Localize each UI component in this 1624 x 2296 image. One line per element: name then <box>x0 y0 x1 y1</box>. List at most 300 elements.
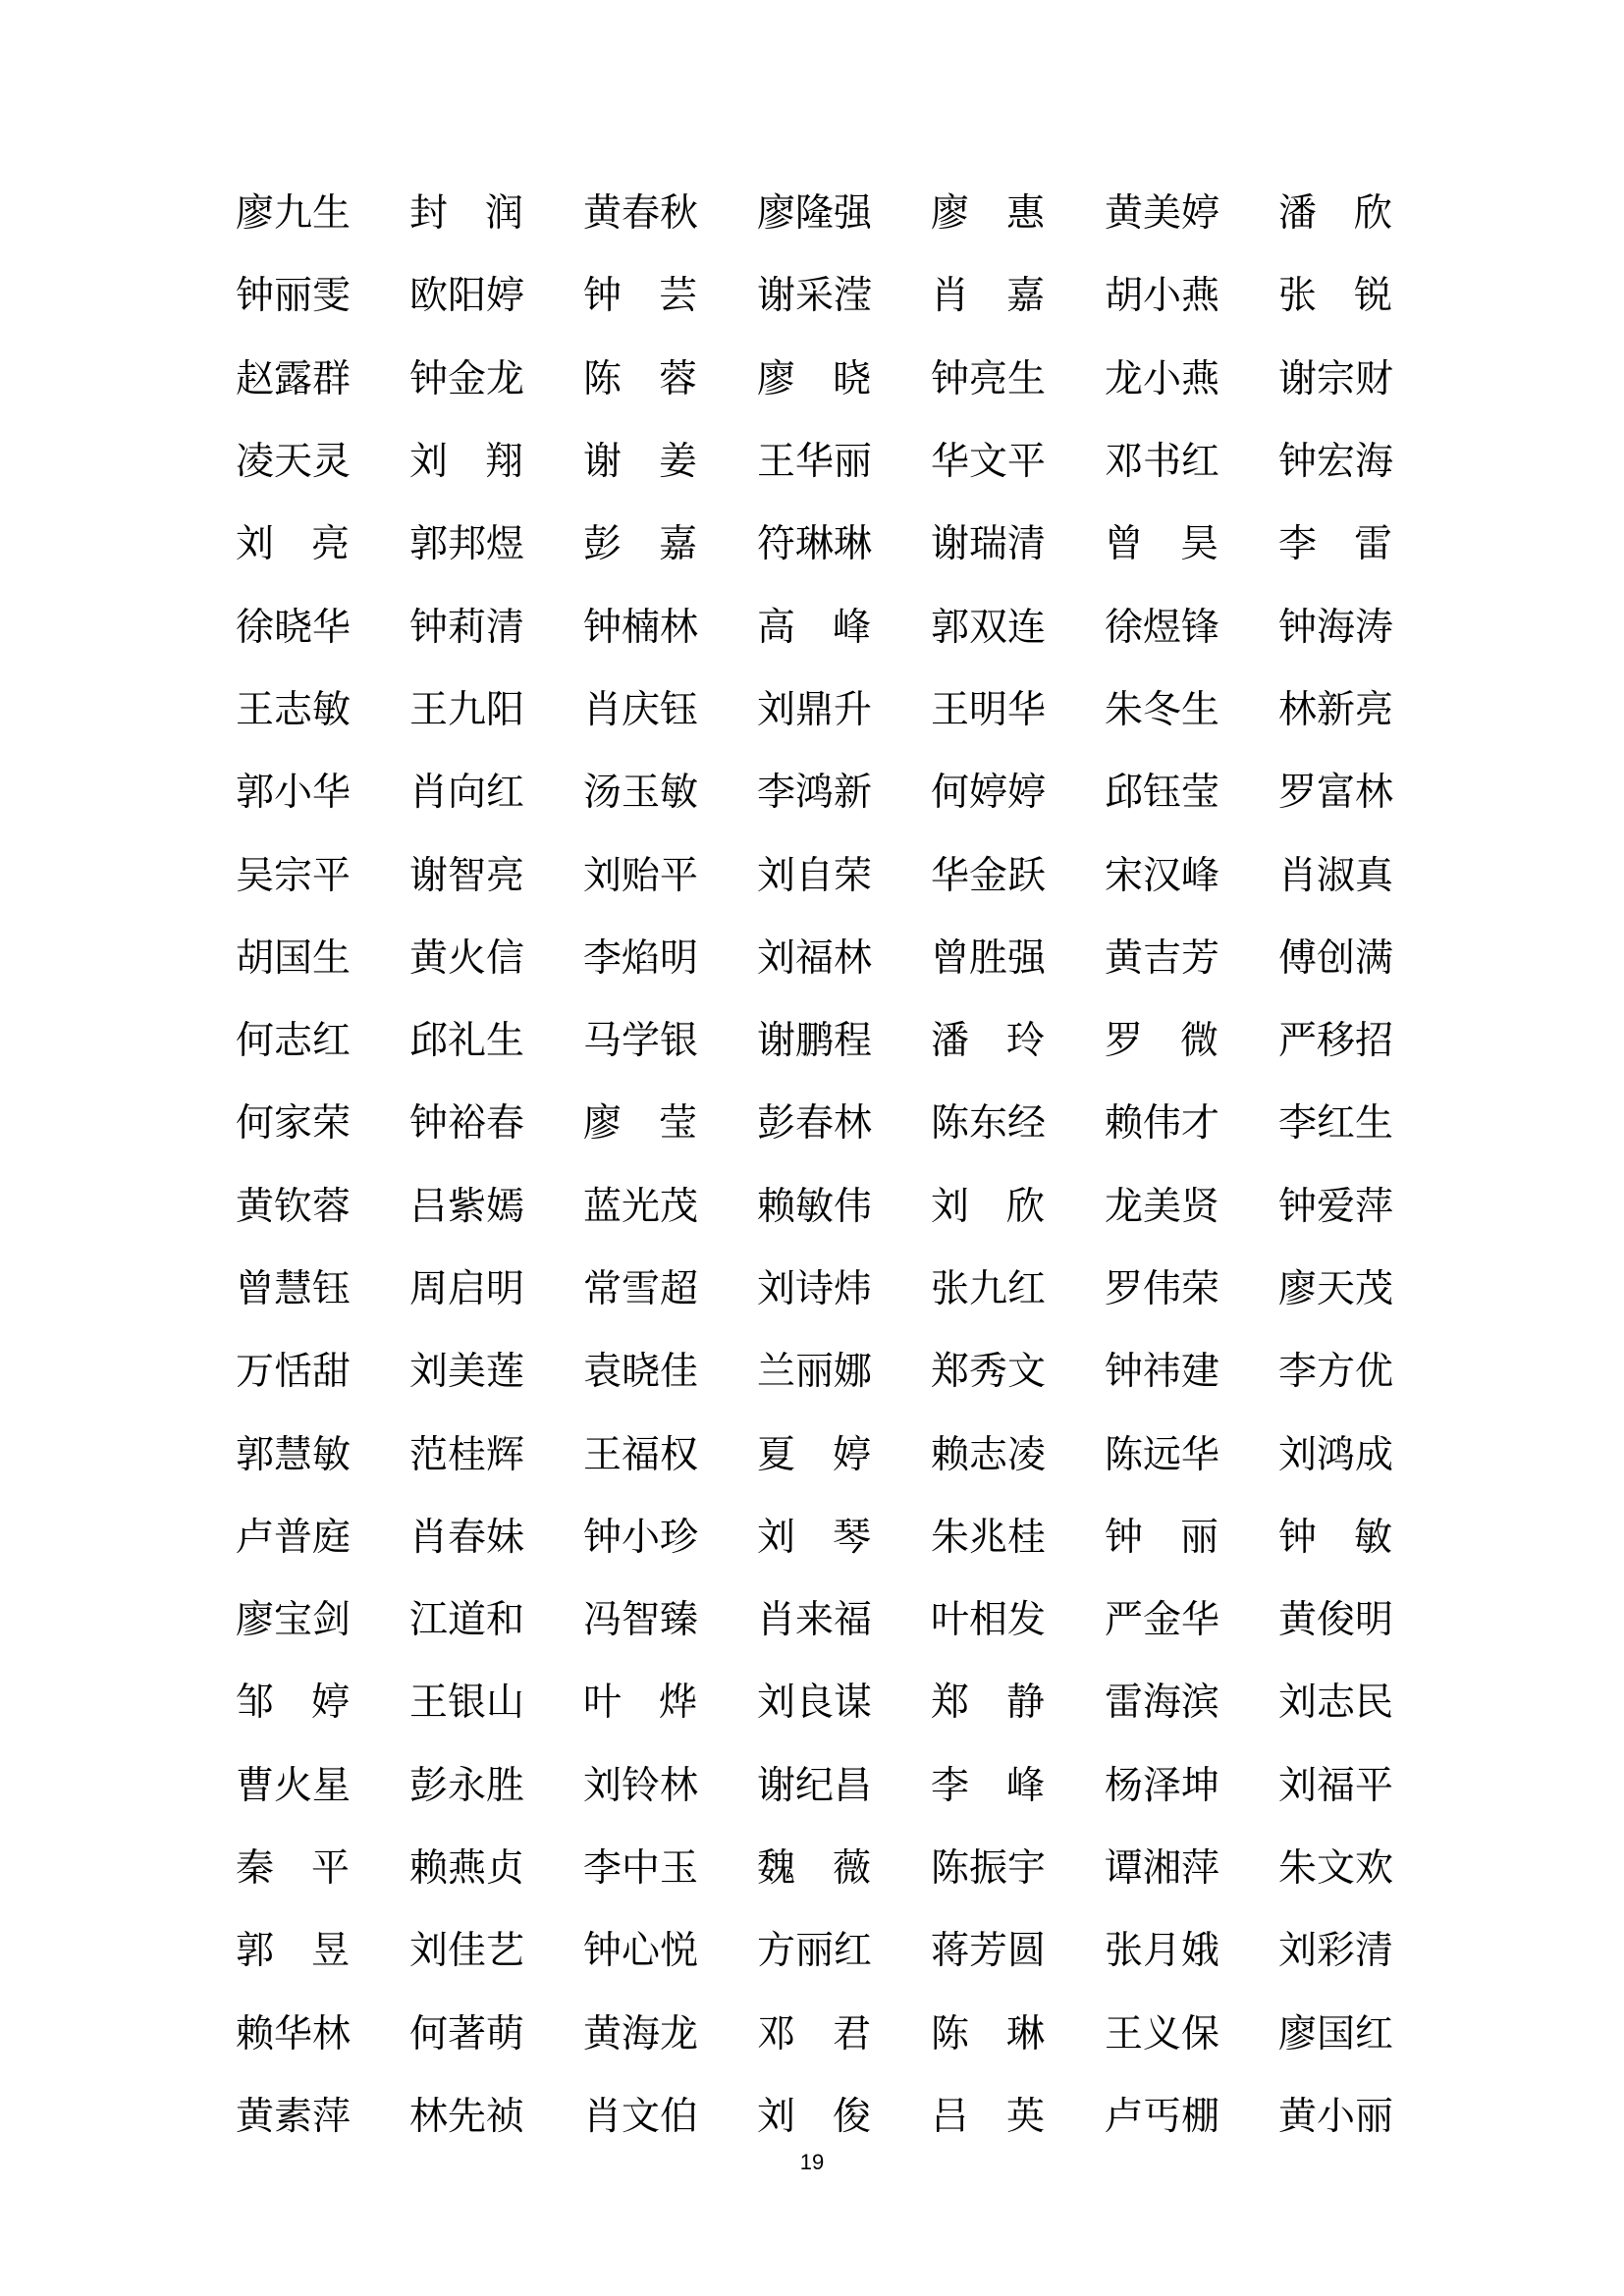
name-cell <box>757 599 931 658</box>
person-name: 宋 汉 峰 <box>1105 853 1220 898</box>
person-name: 赖 燕 贞 <box>409 1846 525 1892</box>
person-name: 李 中 玉 <box>583 1846 699 1892</box>
name-row <box>236 918 1394 1000</box>
name-cell <box>1278 433 1452 492</box>
person-name: 杨 泽 坤 <box>1105 1763 1220 1808</box>
person-name: 吴 宗 平 <box>236 853 352 898</box>
person-name: 郭 邦 煜 <box>409 522 525 567</box>
person-name: 王 银 山 <box>409 1681 525 1726</box>
person-name: 袁 晓 佳 <box>583 1350 699 1395</box>
person-name: 汤 玉 敏 <box>583 771 699 816</box>
name-cell <box>931 185 1105 243</box>
person-name: 华 金 跃 <box>931 853 1047 898</box>
person-name: 黄 春 秋 <box>583 191 699 237</box>
person-name: 廖 莹 <box>583 1101 697 1147</box>
name-row <box>236 1745 1394 1828</box>
person-name: 魏 薇 <box>757 1846 871 1892</box>
person-name: 李 峰 <box>931 1763 1045 1808</box>
name-row <box>236 1662 1394 1744</box>
name-cell <box>757 1012 931 1071</box>
name-cell <box>409 764 583 823</box>
name-cell <box>757 847 931 906</box>
name-cell <box>583 185 757 243</box>
name-cell <box>583 599 757 658</box>
name-cell <box>236 1922 409 1981</box>
name-cell <box>409 1426 583 1485</box>
name-cell <box>409 1591 583 1650</box>
name-cell <box>1278 1509 1452 1568</box>
person-name: 罗 伟 荣 <box>1105 1267 1220 1311</box>
name-cell <box>583 1260 757 1319</box>
person-name: 廖 宝 剑 <box>236 1598 352 1643</box>
name-cell <box>1278 1840 1452 1898</box>
name-cell <box>1105 185 1278 243</box>
name-row <box>236 834 1394 917</box>
name-cell <box>409 681 583 740</box>
person-name: 谢 纪 昌 <box>757 1763 873 1808</box>
name-cell <box>1105 350 1278 409</box>
name-cell <box>757 1509 931 1568</box>
name-cell <box>1105 1343 1278 1402</box>
person-name: 邓 书 红 <box>1105 440 1220 485</box>
person-name: 刘 诗 炜 <box>757 1267 873 1311</box>
name-cell <box>583 847 757 906</box>
name-cell <box>757 350 931 409</box>
person-name: 严 金 华 <box>1105 1598 1220 1643</box>
name-cell <box>1105 1426 1278 1485</box>
person-name: 方 丽 红 <box>757 1929 873 1974</box>
name-cell <box>1105 847 1278 906</box>
person-name: 万 恬 甜 <box>236 1350 352 1395</box>
person-name: 刘 贻 平 <box>583 853 699 898</box>
person-name: 刘 翔 <box>409 440 523 485</box>
person-name: 刘 志 民 <box>1278 1681 1394 1726</box>
person-name: 彭 永 胜 <box>409 1763 525 1808</box>
person-name: 陈 远 华 <box>1105 1432 1220 1477</box>
person-name: 范 桂 辉 <box>409 1432 525 1477</box>
person-name: 欧 阳 婷 <box>409 274 525 319</box>
person-name: 潘 欣 <box>1278 191 1392 237</box>
name-cell <box>583 1674 757 1733</box>
name-cell <box>236 1178 409 1237</box>
person-name: 赖 华 林 <box>236 2011 352 2056</box>
person-name: 郭 双 连 <box>931 605 1047 650</box>
person-name: 胡 小 燕 <box>1105 274 1220 319</box>
person-name: 肖 淑 真 <box>1278 853 1394 898</box>
name-cell <box>1278 1012 1452 1071</box>
name-cell <box>757 267 931 326</box>
person-name: 李 焰 明 <box>583 935 699 981</box>
person-name: 邓 君 <box>757 2011 871 2056</box>
name-row <box>236 1910 1394 1993</box>
person-name: 郑 静 <box>931 1681 1045 1726</box>
name-row <box>236 339 1394 421</box>
name-cell <box>409 1922 583 1981</box>
name-row <box>236 1579 1394 1662</box>
person-name: 谢 鹏 程 <box>757 1019 873 1064</box>
person-name: 刘 鼎 升 <box>757 687 873 732</box>
name-cell <box>1278 681 1452 740</box>
name-cell <box>583 267 757 326</box>
name-cell <box>931 1426 1105 1485</box>
person-name: 李 鸿 新 <box>757 771 873 816</box>
name-cell <box>757 1922 931 1981</box>
name-cell <box>409 185 583 243</box>
person-name: 钟 芸 <box>583 274 697 319</box>
name-row <box>236 1828 1394 1910</box>
name-row <box>236 1497 1394 1579</box>
person-name: 谢 智 亮 <box>409 853 525 898</box>
person-name: 王 明 华 <box>931 687 1047 732</box>
person-name: 谭 湘 萍 <box>1105 1846 1220 1892</box>
name-cell <box>409 2005 583 2064</box>
name-cell <box>1278 1178 1452 1237</box>
name-row <box>236 669 1394 752</box>
person-name: 刘 俊 <box>757 2094 871 2139</box>
person-name: 刘 佳 艺 <box>409 1929 525 1974</box>
name-cell <box>931 350 1105 409</box>
name-cell <box>757 433 931 492</box>
name-cell <box>236 764 409 823</box>
person-name: 刘 福 平 <box>1278 1763 1394 1808</box>
name-cell <box>409 1674 583 1733</box>
person-name: 钟 爱 萍 <box>1278 1184 1394 1229</box>
name-cell <box>583 1426 757 1485</box>
name-cell <box>931 764 1105 823</box>
person-name: 谢 宗 财 <box>1278 356 1394 401</box>
person-name: 马 学 银 <box>583 1019 699 1064</box>
name-row <box>236 1000 1394 1083</box>
name-cell <box>757 681 931 740</box>
person-name: 李 雷 <box>1278 522 1392 567</box>
person-name: 钟 海 涛 <box>1278 605 1394 650</box>
name-cell <box>1105 599 1278 658</box>
name-cell <box>583 1591 757 1650</box>
person-name: 郭 慧 敏 <box>236 1432 352 1477</box>
name-cell <box>236 185 409 243</box>
person-name: 谢 瑞 清 <box>931 522 1047 567</box>
name-cell <box>1278 1343 1452 1402</box>
person-name: 陈 琳 <box>931 2011 1045 2056</box>
person-name: 廖 九 生 <box>236 191 352 237</box>
name-cell <box>1105 2005 1278 2064</box>
person-name: 夏 婷 <box>757 1432 871 1477</box>
name-cell <box>583 515 757 574</box>
person-name: 谢 姜 <box>583 440 697 485</box>
name-cell <box>583 1509 757 1568</box>
name-cell <box>757 1095 931 1153</box>
name-cell <box>757 2088 931 2147</box>
person-name: 刘 欣 <box>931 1184 1045 1229</box>
person-name: 赖 敏 伟 <box>757 1184 873 1229</box>
name-cell <box>236 2005 409 2064</box>
name-cell <box>236 599 409 658</box>
name-cell <box>931 599 1105 658</box>
person-name: 郑 秀 文 <box>931 1350 1047 1395</box>
person-name: 肖 向 红 <box>409 771 525 816</box>
person-name: 林 新 亮 <box>1278 687 1394 732</box>
person-name: 罗 富 林 <box>1278 771 1394 816</box>
name-cell <box>931 515 1105 574</box>
person-name: 黄 美 婷 <box>1105 191 1220 237</box>
person-name: 刘 鸿 成 <box>1278 1432 1394 1477</box>
name-cell <box>409 1095 583 1153</box>
name-cell <box>757 1840 931 1898</box>
name-cell <box>1278 1591 1452 1650</box>
person-name: 黄 小 丽 <box>1278 2094 1394 2139</box>
person-name: 肖 文 伯 <box>583 2094 699 2139</box>
name-cell <box>409 1260 583 1319</box>
name-cell <box>931 433 1105 492</box>
name-cell <box>236 1674 409 1733</box>
name-cell <box>409 2088 583 2147</box>
name-row <box>236 586 1394 668</box>
person-name: 钟 丽 雯 <box>236 274 352 319</box>
person-name: 陈 振 宇 <box>931 1846 1047 1892</box>
person-name: 何 家 荣 <box>236 1101 352 1147</box>
name-cell <box>1105 1012 1278 1071</box>
person-name: 秦 平 <box>236 1846 350 1892</box>
person-name: 兰 丽 娜 <box>757 1350 873 1395</box>
person-name: 钟 金 龙 <box>409 356 525 401</box>
person-name: 钟 敏 <box>1278 1515 1392 1560</box>
person-name: 何 志 红 <box>236 1019 352 1064</box>
name-cell <box>583 433 757 492</box>
name-cell <box>236 1012 409 1071</box>
person-name: 傅 创 满 <box>1278 935 1394 981</box>
name-cell <box>1278 1757 1452 1816</box>
name-cell <box>583 1012 757 1071</box>
name-cell <box>583 1178 757 1237</box>
person-name: 谢 采 滢 <box>757 274 873 319</box>
person-name: 刘 美 莲 <box>409 1350 525 1395</box>
person-name: 钟 心 悦 <box>583 1929 699 1974</box>
name-cell <box>931 1922 1105 1981</box>
person-name: 雷 海 滨 <box>1105 1681 1220 1726</box>
person-name: 黄 海 龙 <box>583 2011 699 2056</box>
name-row <box>236 1249 1394 1331</box>
name-cell <box>1278 515 1452 574</box>
person-name: 徐 煜 锋 <box>1105 605 1220 650</box>
name-list-grid <box>236 173 1394 2159</box>
person-name: 邹 婷 <box>236 1681 350 1726</box>
name-cell <box>236 1095 409 1153</box>
name-cell <box>931 1757 1105 1816</box>
person-name: 肖 嘉 <box>931 274 1045 319</box>
name-cell <box>583 681 757 740</box>
person-name: 廖 惠 <box>931 191 1045 237</box>
name-cell <box>236 2088 409 2147</box>
name-row <box>236 173 1394 255</box>
person-name: 刘 琴 <box>757 1515 871 1560</box>
name-cell <box>931 681 1105 740</box>
person-name: 钟 裕 春 <box>409 1101 525 1147</box>
name-cell <box>931 1260 1105 1319</box>
name-cell <box>757 185 931 243</box>
person-name: 钟 祎 建 <box>1105 1350 1220 1395</box>
person-name: 张 锐 <box>1278 274 1392 319</box>
name-cell <box>409 1757 583 1816</box>
person-name: 陈 蓉 <box>583 356 697 401</box>
person-name: 刘 自 荣 <box>757 853 873 898</box>
name-cell <box>1278 2005 1452 2064</box>
person-name: 罗 微 <box>1105 1019 1218 1064</box>
person-name: 刘 福 林 <box>757 935 873 981</box>
name-cell <box>236 1343 409 1402</box>
name-cell <box>583 1095 757 1153</box>
name-row <box>236 1166 1394 1249</box>
person-name: 胡 国 生 <box>236 935 352 981</box>
name-cell <box>757 1426 931 1485</box>
name-cell <box>236 1509 409 1568</box>
person-name: 龙 美 贤 <box>1105 1184 1220 1229</box>
name-cell <box>931 1012 1105 1071</box>
name-cell <box>931 847 1105 906</box>
name-cell <box>1105 267 1278 326</box>
name-cell <box>409 267 583 326</box>
name-cell <box>583 1922 757 1981</box>
person-name: 周 启 明 <box>409 1267 525 1311</box>
person-name: 朱 文 欢 <box>1278 1846 1394 1892</box>
name-cell <box>409 433 583 492</box>
name-cell <box>1105 1591 1278 1650</box>
name-cell <box>757 764 931 823</box>
name-cell <box>583 2005 757 2064</box>
name-cell <box>409 1178 583 1237</box>
person-name: 黄 俊 明 <box>1278 1598 1394 1643</box>
person-name: 肖 庆 钰 <box>583 687 699 732</box>
name-cell <box>583 1757 757 1816</box>
name-cell <box>931 930 1105 988</box>
person-name: 江 道 和 <box>409 1598 525 1643</box>
person-name: 廖 国 红 <box>1278 2011 1394 2056</box>
name-row <box>236 752 1394 834</box>
person-name: 严 移 招 <box>1278 1019 1394 1064</box>
name-row <box>236 1414 1394 1496</box>
name-cell <box>1278 1426 1452 1485</box>
person-name: 冯 智 臻 <box>583 1598 699 1643</box>
person-name: 潘 玲 <box>931 1019 1045 1064</box>
name-cell <box>1278 599 1452 658</box>
person-name: 王 义 保 <box>1105 2011 1220 2056</box>
name-cell <box>1105 1757 1278 1816</box>
person-name: 李 红 生 <box>1278 1101 1394 1147</box>
person-name: 赖 伟 才 <box>1105 1101 1220 1147</box>
person-name: 王 福 权 <box>583 1432 699 1477</box>
person-name: 钟 小 珍 <box>583 1515 699 1560</box>
person-name: 曹 火 星 <box>236 1763 352 1808</box>
name-cell <box>1105 1260 1278 1319</box>
name-cell <box>1278 764 1452 823</box>
name-cell <box>1278 1674 1452 1733</box>
name-cell <box>757 1178 931 1237</box>
name-cell <box>931 2088 1105 2147</box>
name-cell <box>236 350 409 409</box>
name-cell <box>757 1674 931 1733</box>
name-cell <box>757 1757 931 1816</box>
name-cell <box>236 433 409 492</box>
person-name: 徐 晓 华 <box>236 605 352 650</box>
name-cell <box>931 1178 1105 1237</box>
name-cell <box>236 1591 409 1650</box>
person-name: 钟 宏 海 <box>1278 440 1394 485</box>
name-cell <box>757 1260 931 1319</box>
person-name: 赖 志 凌 <box>931 1432 1047 1477</box>
name-cell <box>409 350 583 409</box>
person-name: 廖 天 茂 <box>1278 1267 1394 1311</box>
page-number: 19 <box>799 2150 825 2174</box>
person-name: 符 琳 琳 <box>757 522 873 567</box>
person-name: 曾 昊 <box>1105 522 1218 567</box>
person-name: 何 著 萌 <box>409 2011 525 2056</box>
name-cell <box>409 930 583 988</box>
person-name: 封 润 <box>409 191 523 237</box>
name-cell <box>1278 1922 1452 1981</box>
name-row <box>236 255 1394 338</box>
person-name: 黄 钦 蓉 <box>236 1184 352 1229</box>
name-cell <box>583 1343 757 1402</box>
name-cell <box>757 1343 931 1402</box>
person-name: 钟 莉 清 <box>409 605 525 650</box>
person-name: 张 月 娥 <box>1105 1929 1220 1974</box>
name-cell <box>1278 267 1452 326</box>
name-cell <box>236 1260 409 1319</box>
person-name: 曾 慧 钰 <box>236 1267 352 1311</box>
person-name: 张 九 红 <box>931 1267 1047 1311</box>
name-cell <box>931 1095 1105 1153</box>
name-cell <box>1105 1095 1278 1153</box>
name-cell <box>409 1840 583 1898</box>
name-cell <box>1278 350 1452 409</box>
name-cell <box>236 267 409 326</box>
person-name: 叶 相 发 <box>931 1598 1047 1643</box>
person-name: 肖 春 妹 <box>409 1515 525 1560</box>
name-row <box>236 1083 1394 1165</box>
person-name: 钟 楠 林 <box>583 605 699 650</box>
name-cell <box>409 847 583 906</box>
name-cell <box>409 599 583 658</box>
name-cell <box>1105 1922 1278 1981</box>
name-cell <box>757 930 931 988</box>
name-cell <box>236 1840 409 1898</box>
person-name: 赵 露 群 <box>236 356 352 401</box>
name-cell <box>236 847 409 906</box>
person-name: 卢 普 庭 <box>236 1515 352 1560</box>
name-cell <box>1105 681 1278 740</box>
name-row <box>236 504 1394 586</box>
person-name: 钟 亮 生 <box>931 356 1047 401</box>
person-name: 刘 亮 <box>236 522 350 567</box>
name-cell <box>583 930 757 988</box>
person-name: 凌 天 灵 <box>236 440 352 485</box>
person-name: 叶 烨 <box>583 1681 697 1726</box>
name-cell <box>1278 185 1452 243</box>
person-name: 刘 良 谋 <box>757 1681 873 1726</box>
person-name: 王 华 丽 <box>757 440 873 485</box>
name-cell <box>1105 1509 1278 1568</box>
person-name: 郭 昱 <box>236 1929 350 1974</box>
name-cell <box>409 1012 583 1071</box>
person-name: 廖 晓 <box>757 356 871 401</box>
name-row <box>236 1994 1394 2076</box>
name-cell <box>409 1509 583 1568</box>
person-name: 龙 小 燕 <box>1105 356 1220 401</box>
person-name: 邱 礼 生 <box>409 1019 525 1064</box>
name-cell <box>1105 1840 1278 1898</box>
name-cell <box>409 1343 583 1402</box>
name-cell <box>757 2005 931 2064</box>
person-name: 黄 素 萍 <box>236 2094 352 2139</box>
